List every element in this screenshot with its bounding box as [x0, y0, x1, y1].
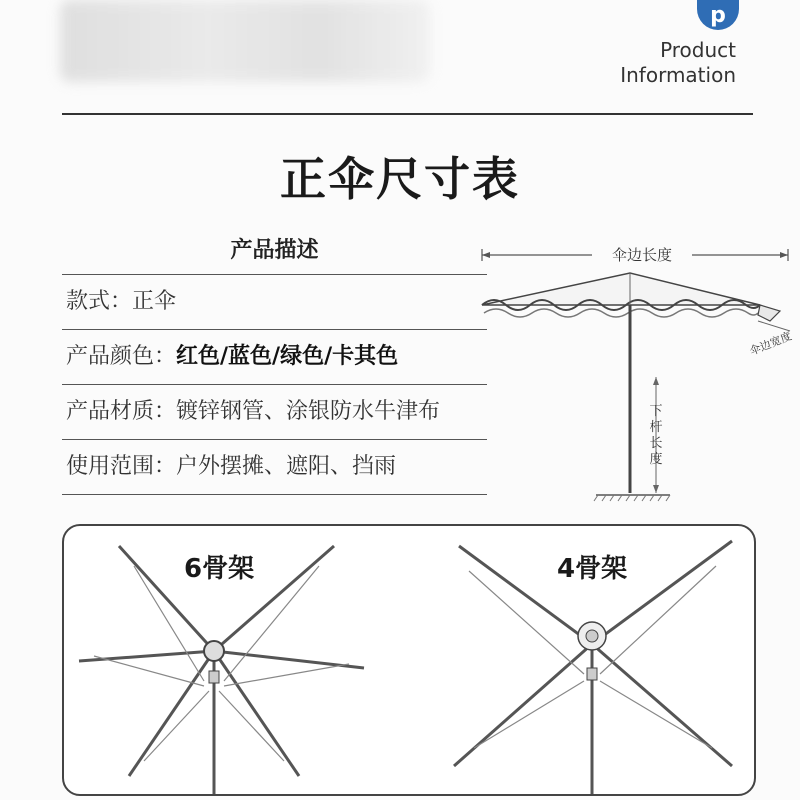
brand-line-2: Information — [620, 63, 736, 87]
edge-width-dimension — [747, 321, 793, 358]
color-row — [62, 330, 487, 385]
page-title: 正伞尺寸表 — [280, 152, 520, 206]
style-row: 款式：正伞 — [62, 275, 487, 330]
frame-comparison-panel — [62, 524, 756, 796]
four-rib-frame-label: 4骨架 — [557, 554, 628, 584]
material-row: 产品材质：镀锌钢管、涂银防水牛津布 — [62, 385, 487, 440]
umbrella-dimension-diagram — [470, 225, 800, 510]
color-label: 产品颜色： — [66, 344, 177, 369]
usage-row: 使用范围：户外摆摊、遮阳、挡雨 — [62, 440, 487, 495]
product-description-table — [62, 228, 487, 495]
edge-width-label: 伞边宽度 — [747, 329, 794, 359]
edge-length-label: 伞边长度 — [611, 246, 673, 264]
frame-illustrations — [64, 526, 754, 794]
brand-p-icon: p — [697, 0, 739, 30]
pole-length-char-4: 度 — [649, 452, 663, 467]
six-rib-frame-label: 6骨架 — [184, 554, 255, 584]
divider — [62, 113, 753, 115]
description-header: 产品描述 — [62, 228, 487, 275]
brand-line-1: Product — [660, 38, 736, 62]
pole-length-dimension — [649, 377, 662, 493]
pole-length-char-1: 下 — [649, 404, 663, 419]
ground — [594, 495, 670, 501]
product-information-label — [620, 38, 736, 88]
pole-length-char-2: 杆 — [649, 420, 663, 435]
blurred-brand-logo — [60, 0, 430, 82]
color-value: 红色/蓝色/绿色/卡其色 — [176, 344, 399, 369]
pole-length-char-3: 长 — [649, 436, 663, 451]
